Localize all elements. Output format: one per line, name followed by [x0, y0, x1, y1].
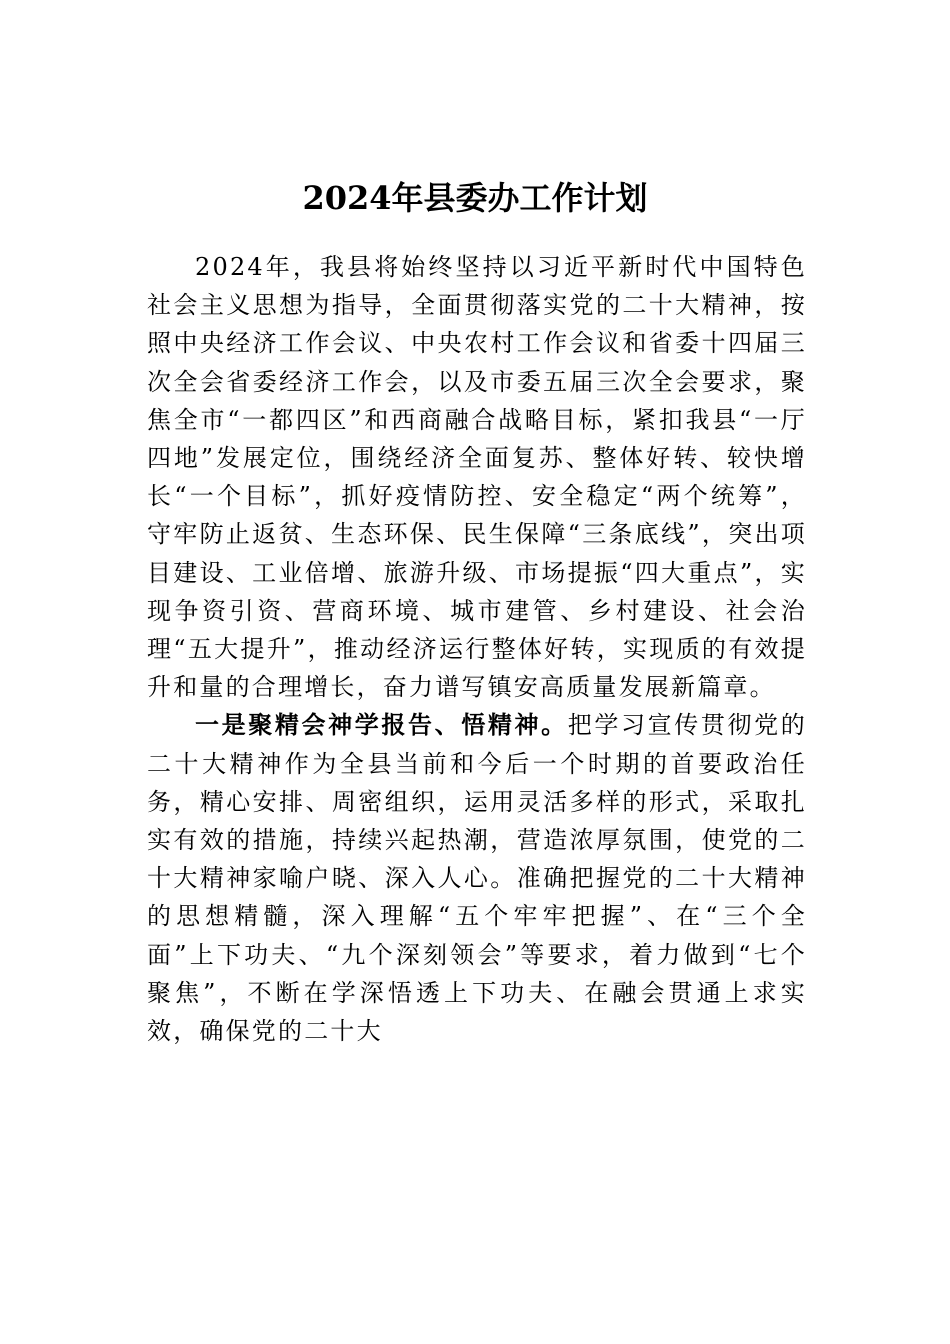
paragraph-intro [147, 248, 807, 706]
paragraph-point-one-lead: 一是聚精会神学报告、悟精神。 [195, 710, 568, 740]
paragraph-point-one [147, 706, 807, 1050]
paragraph-intro-text: 2024年，我县将始终坚持以习近平新时代中国特色社会主义思想为指导，全面贯彻落实党的二十大精神，按照中央经济工作会议、中央农村工作会议和省委十四届三次全会省委经济工作会，以及市委五届三次全会要求，聚焦全市“一都四区”和西商融合战略目标，紧扣我县“一厅四地”发展定位，围绕经济全面复苏、整体好转、较快增长“一个目标”，抓好疫情防控、安全稳定“两个统筹”，守牢防止返贫、生态环保、民生保障“三条底线”，突出项目建设、工业倍增、旅游升级、市场提振“四大重点”，实现争资引资、营商环境、城市建管、乡村建设、社会治理“五大提升”，推动经济运行整体好转，实现质的有效提升和量的合理增长，奋力谱写镇安高质量发展新篇章。 [147, 253, 807, 702]
paragraph-point-one-text: 把学习宣传贯彻党的二十大精神作为全县当前和今后一个时期的首要政治任务，精心安排、周密组织，运用灵活多样的形式，采取扎实有效的措施，持续兴起热潮，营造浓厚氛围，使党的二十大精神家喻户晓、深入人心。准确把握党的二十大精神的思想精髓，深入理解“五个牢牢把握”、在“三个全面”上下功夫、“九个深刻领会”等要求，着力做到“七个聚焦”，不断在学深悟透上下功夫、在融会贯通上求实效，确保党的二十大 [147, 711, 807, 1046]
document-title: 2024年县委办工作计划 [302, 179, 648, 217]
document-body [147, 248, 807, 1050]
